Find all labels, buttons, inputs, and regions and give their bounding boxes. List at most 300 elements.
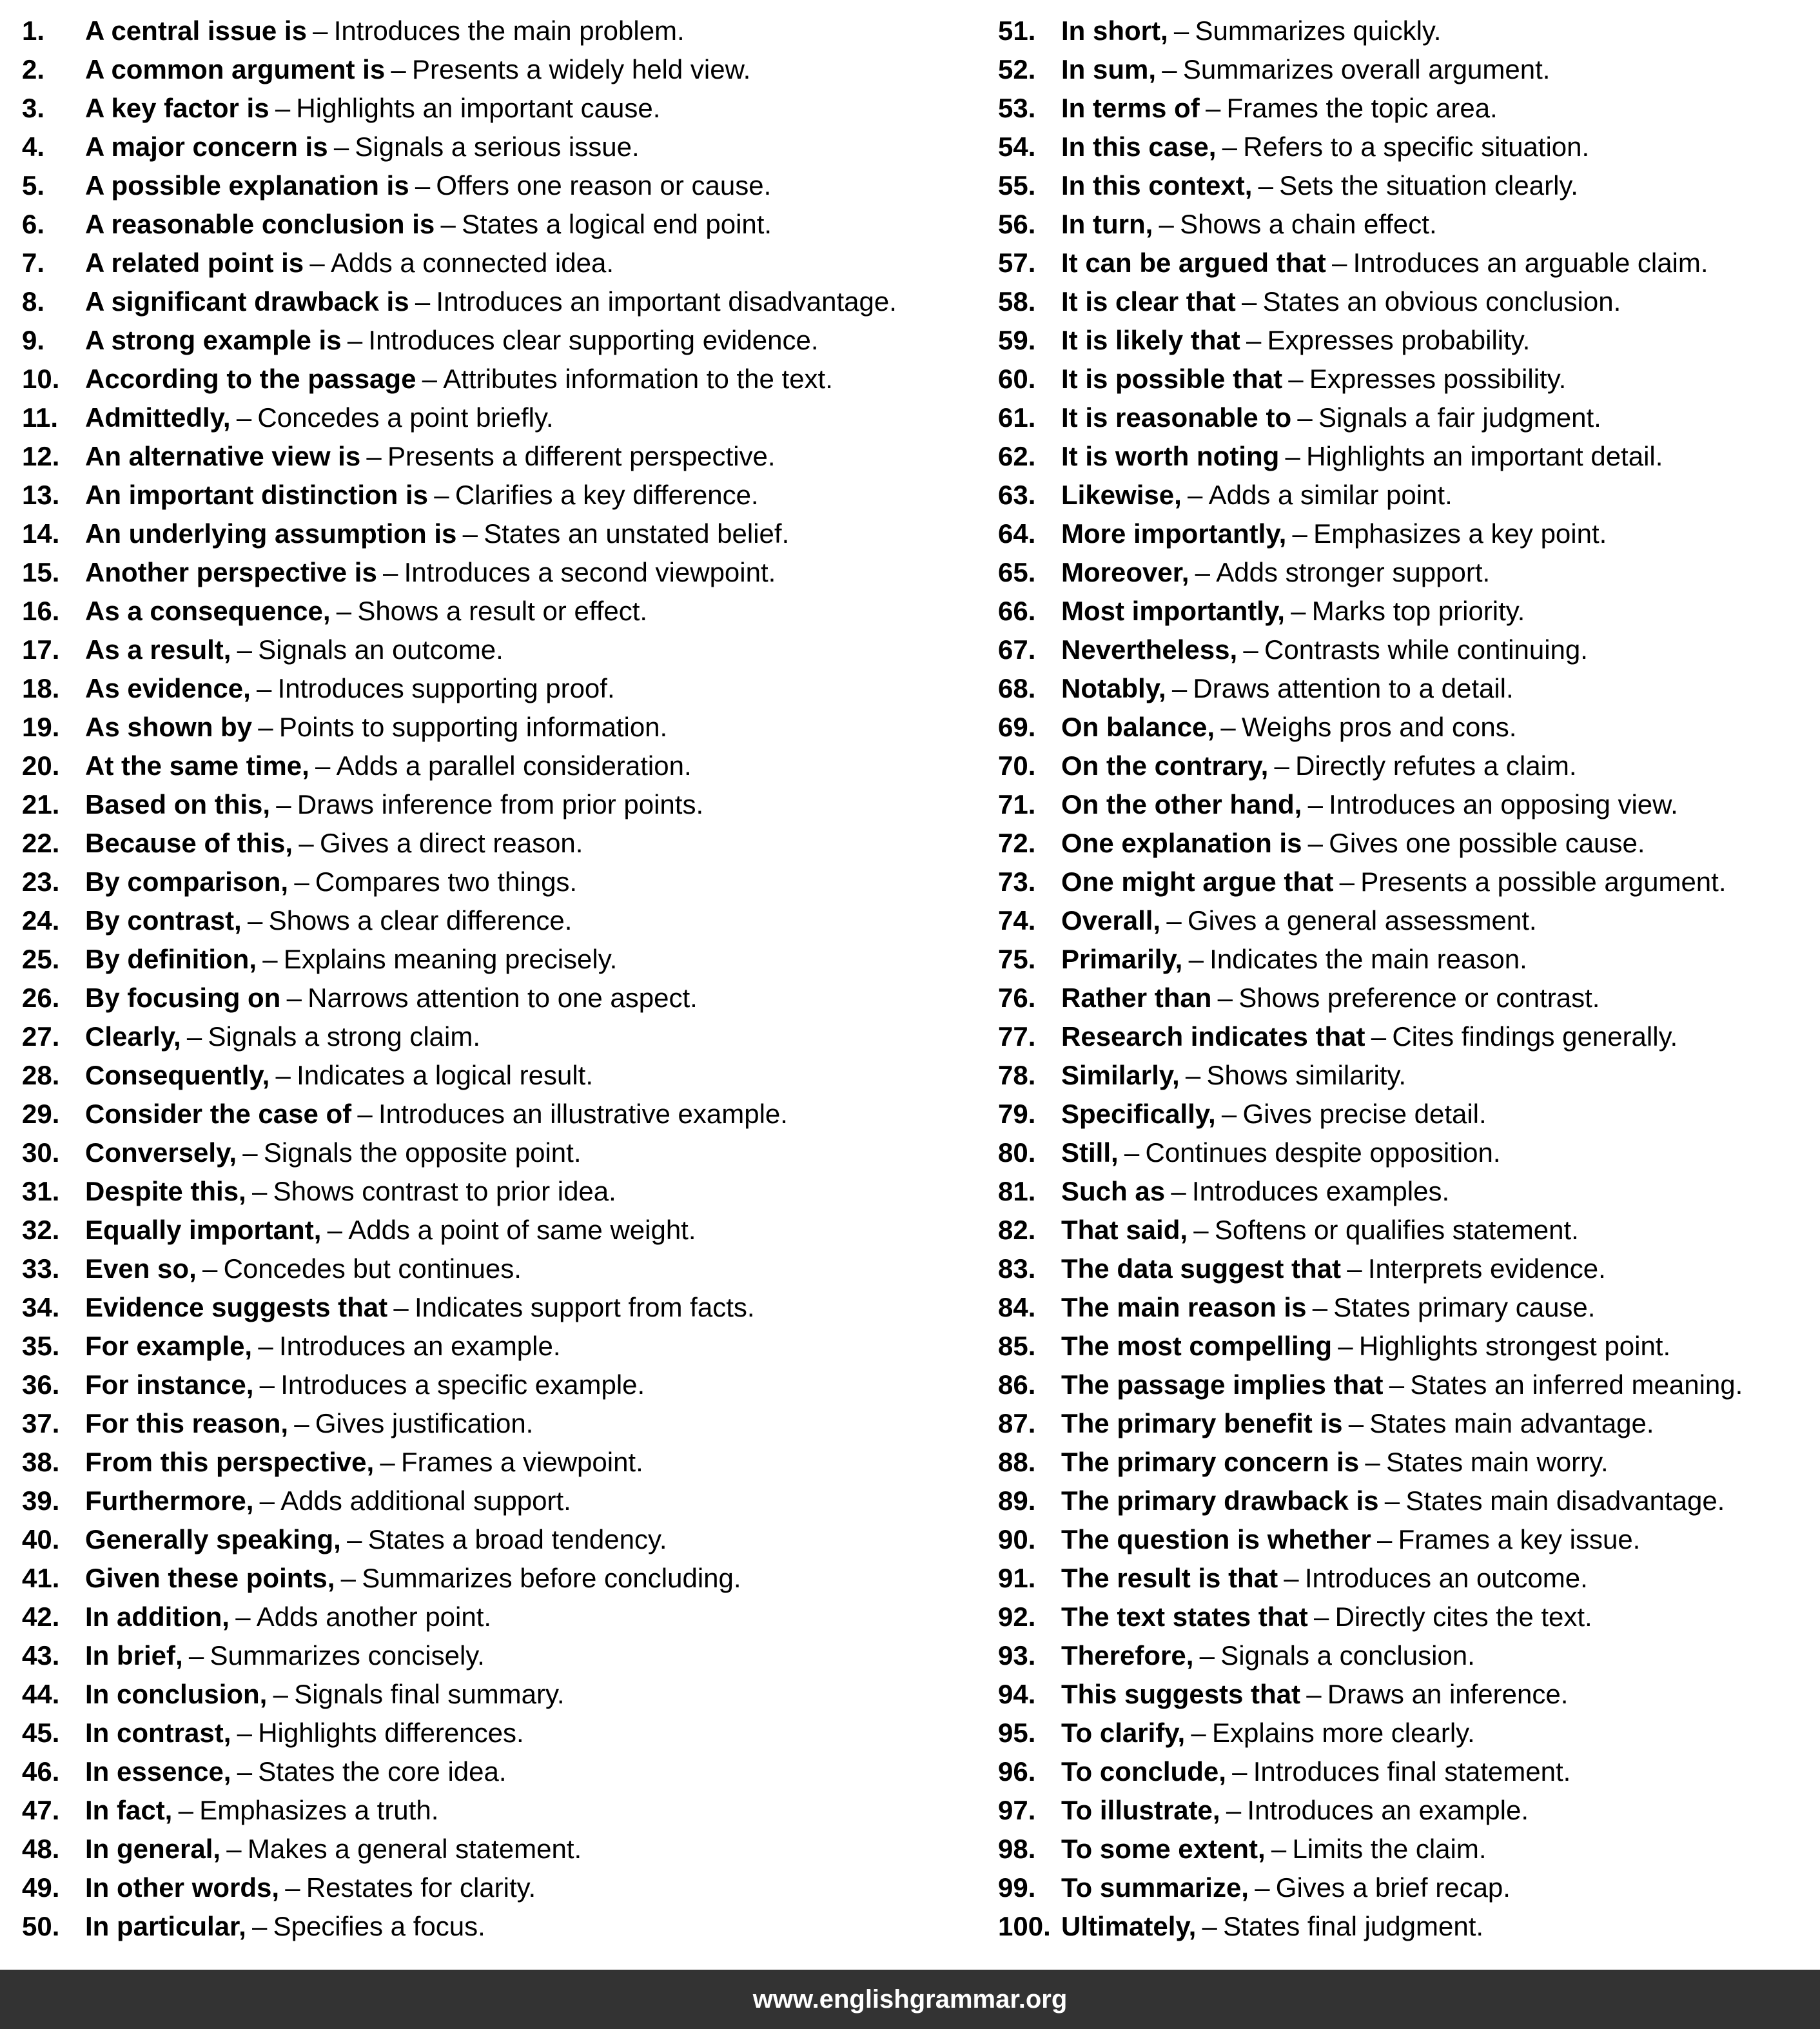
item-separator: – [1171, 1176, 1186, 1206]
item-description: Introduces an example. [1247, 1795, 1529, 1825]
item-description: Draws attention to a detail. [1193, 673, 1514, 703]
list-item [22, 669, 989, 708]
item-description: Weighs pros and cons. [1241, 712, 1517, 742]
item-phrase: Likewise, [1061, 480, 1182, 510]
item-number: 5. [22, 170, 45, 201]
list-item [22, 1907, 989, 1946]
item-phrase: Clearly, [85, 1021, 181, 1052]
right-column [998, 12, 1820, 1946]
item-description: Clarifies a key difference. [455, 480, 759, 510]
item-separator: – [1285, 441, 1300, 471]
item-phrase: For this reason, [85, 1408, 289, 1438]
item-phrase: One explanation is [1061, 828, 1302, 858]
item-description: States final judgment. [1223, 1911, 1484, 1941]
item-number: 63. [998, 480, 1036, 510]
item-number: 93. [998, 1640, 1036, 1671]
list-item [22, 1366, 989, 1404]
item-separator: – [1188, 480, 1203, 510]
item-description: Gives precise detail. [1242, 1099, 1487, 1129]
item-separator: – [178, 1795, 193, 1825]
item-phrase: Despite this, [85, 1176, 246, 1206]
item-number: 42. [22, 1602, 60, 1632]
list-item [22, 360, 989, 398]
item-separator: – [1226, 1795, 1242, 1825]
list-item [22, 1675, 989, 1714]
item-separator: – [1191, 1718, 1206, 1748]
list-item [998, 1520, 1820, 1559]
item-description: Introduces examples. [1191, 1176, 1450, 1206]
item-phrase: The primary concern is [1061, 1447, 1360, 1477]
item-description: Adds another point. [256, 1602, 492, 1632]
list-item [998, 1791, 1820, 1830]
item-description: Continues despite opposition. [1145, 1137, 1501, 1168]
list-item [998, 669, 1820, 708]
item-separator: – [247, 905, 263, 936]
list-item [22, 824, 989, 863]
list-item [22, 205, 989, 244]
list-item [22, 1172, 989, 1211]
item-separator: – [366, 441, 382, 471]
item-phrase: Even so, [85, 1253, 197, 1284]
item-description: Presents a different perspective. [387, 441, 776, 471]
item-phrase: It is possible that [1061, 364, 1283, 394]
item-phrase: The text states that [1061, 1602, 1308, 1632]
item-separator: – [226, 1834, 242, 1864]
list-item [998, 244, 1820, 282]
item-phrase: An underlying assumption is [85, 518, 457, 549]
item-number: 51. [998, 15, 1036, 46]
item-separator: – [294, 1408, 309, 1438]
item-phrase: A common argument is [85, 54, 386, 84]
left-column [22, 12, 989, 1946]
item-number: 28. [22, 1060, 60, 1090]
item-separator: – [275, 1060, 291, 1090]
item-number: 23. [22, 867, 60, 897]
item-number: 95. [998, 1718, 1036, 1748]
phrase-list [0, 12, 1820, 1965]
item-number: 73. [998, 867, 1036, 897]
item-description: Signals a fair judgment. [1318, 402, 1601, 433]
list-item [22, 1868, 989, 1907]
item-number: 26. [22, 983, 60, 1013]
item-description: States main advantage. [1369, 1408, 1654, 1438]
item-phrase: To clarify, [1061, 1718, 1186, 1748]
list-item [998, 476, 1820, 515]
item-number: 79. [998, 1099, 1036, 1129]
list-item [998, 1675, 1820, 1714]
item-phrase: As a result, [85, 634, 231, 665]
item-phrase: This suggests that [1061, 1679, 1301, 1709]
item-phrase: It is reasonable to [1061, 402, 1292, 433]
list-item [22, 50, 989, 89]
list-item [22, 1791, 989, 1830]
item-separator: – [251, 1911, 268, 1941]
item-number: 31. [22, 1176, 60, 1206]
list-item [998, 398, 1820, 437]
item-description: Adds a parallel consideration. [336, 750, 692, 781]
item-separator: – [440, 209, 456, 239]
item-separator: – [1124, 1137, 1140, 1168]
item-phrase: Given these points, [85, 1563, 335, 1593]
item-number: 46. [22, 1756, 60, 1787]
list-item [998, 321, 1820, 360]
item-phrase: A reasonable conclusion is [85, 209, 435, 239]
list-item [998, 1327, 1820, 1366]
item-description: States main worry. [1386, 1447, 1609, 1477]
item-phrase: Rather than [1061, 983, 1212, 1013]
item-phrase: The passage implies that [1061, 1369, 1384, 1400]
item-description: Introduces an illustrative example. [378, 1099, 788, 1129]
item-description: Highlights an important detail. [1306, 441, 1663, 471]
list-item [22, 1598, 989, 1636]
item-phrase: A possible explanation is [85, 170, 409, 201]
item-number: 17. [22, 634, 60, 665]
item-number: 88. [998, 1447, 1036, 1477]
item-phrase: Specifically, [1061, 1099, 1216, 1129]
list-item [998, 360, 1820, 398]
list-item [22, 1095, 989, 1133]
list-item [998, 785, 1820, 824]
item-separator: – [1338, 1331, 1353, 1361]
list-item [998, 1714, 1820, 1752]
item-number: 74. [998, 905, 1036, 936]
item-description: Adds a connected idea. [331, 248, 614, 278]
item-separator: – [258, 712, 273, 742]
item-description: States the core idea. [258, 1756, 507, 1787]
list-item [998, 282, 1820, 321]
item-phrase: Consider the case of [85, 1099, 352, 1129]
list-item [22, 1830, 989, 1868]
footer-url[interactable]: www.englishgrammar.org [752, 1985, 1068, 2014]
item-phrase: In addition, [85, 1602, 230, 1632]
item-number: 66. [998, 596, 1036, 626]
item-phrase: In fact, [85, 1795, 173, 1825]
list-item [998, 128, 1820, 166]
item-separator: – [380, 1447, 395, 1477]
item-description: Marks top priority. [1311, 596, 1525, 626]
list-item [22, 592, 989, 631]
item-number: 12. [22, 441, 60, 471]
item-separator: – [333, 132, 349, 162]
item-separator: – [415, 286, 431, 317]
item-description: Summarizes before concluding. [362, 1563, 741, 1593]
list-item [998, 979, 1820, 1017]
item-phrase: Nevertheless, [1061, 634, 1238, 665]
item-description: Introduces an opposing view. [1329, 789, 1678, 819]
list-item [22, 437, 989, 476]
item-separator: – [285, 1872, 300, 1903]
item-description: Shows similarity. [1206, 1060, 1407, 1090]
item-phrase: In general, [85, 1834, 221, 1864]
item-phrase: On the contrary, [1061, 750, 1269, 781]
item-description: Introduces an example. [279, 1331, 561, 1361]
item-separator: – [202, 1253, 218, 1284]
item-number: 61. [998, 402, 1036, 433]
item-separator: – [286, 983, 302, 1013]
item-separator: – [1389, 1369, 1405, 1400]
item-number: 67. [998, 634, 1036, 665]
list-item [998, 1598, 1820, 1636]
item-phrase: The result is that [1061, 1563, 1278, 1593]
list-item [22, 631, 989, 669]
item-number: 35. [22, 1331, 60, 1361]
item-description: Signals an outcome. [258, 634, 504, 665]
item-description: Indicates support from facts. [414, 1292, 755, 1322]
item-separator: – [1173, 15, 1189, 46]
item-description: Concedes a point briefly. [257, 402, 554, 433]
item-description: Presents a widely held view. [412, 54, 751, 84]
item-number: 50. [22, 1911, 60, 1941]
item-phrase: As shown by [85, 712, 253, 742]
item-description: Adds additional support. [280, 1485, 571, 1516]
list-item [998, 940, 1820, 979]
item-description: States an inferred meaning. [1410, 1369, 1743, 1400]
item-phrase: By contrast, [85, 905, 242, 936]
item-separator: – [236, 402, 252, 433]
list-item [998, 708, 1820, 747]
item-description: States a broad tendency. [367, 1524, 667, 1554]
item-phrase: It is likely that [1061, 325, 1240, 355]
list-item [22, 1520, 989, 1559]
item-separator: – [462, 518, 478, 549]
item-separator: – [1255, 1872, 1270, 1903]
item-separator: – [1365, 1447, 1380, 1477]
list-item [22, 321, 989, 360]
item-description: Signals a conclusion. [1220, 1640, 1475, 1671]
item-number: 27. [22, 1021, 60, 1052]
item-number: 29. [22, 1099, 60, 1129]
item-phrase: Conversely, [85, 1137, 237, 1168]
item-number: 8. [22, 286, 45, 317]
item-separator: – [1306, 1679, 1322, 1709]
list-item [22, 515, 989, 553]
item-number: 87. [998, 1408, 1036, 1438]
item-description: Frames a key issue. [1398, 1524, 1641, 1554]
item-description: Introduces an arguable claim. [1353, 248, 1708, 278]
list-item [22, 282, 989, 321]
item-phrase: Primarily, [1061, 944, 1183, 974]
item-number: 82. [998, 1215, 1036, 1245]
item-description: Makes a general statement. [247, 1834, 582, 1864]
item-number: 15. [22, 557, 60, 587]
item-description: Points to supporting information. [279, 712, 668, 742]
list-item [22, 1636, 989, 1675]
item-number: 91. [998, 1563, 1036, 1593]
item-number: 9. [22, 325, 45, 355]
list-item [22, 1056, 989, 1095]
item-description: Shows preference or contrast. [1238, 983, 1600, 1013]
item-separator: – [1185, 1060, 1201, 1090]
item-description: Introduces an outcome. [1304, 1563, 1588, 1593]
item-number: 58. [998, 286, 1036, 317]
item-phrase: Based on this, [85, 789, 271, 819]
item-separator: – [1221, 1099, 1237, 1129]
item-phrase: Another perspective is [85, 557, 377, 587]
item-number: 11. [22, 402, 59, 433]
item-phrase: Overall, [1061, 905, 1161, 936]
item-number: 44. [22, 1679, 60, 1709]
item-number: 54. [998, 132, 1036, 162]
item-number: 19. [22, 712, 60, 742]
item-separator: – [237, 1718, 252, 1748]
item-phrase: It can be argued that [1061, 248, 1326, 278]
item-phrase: In particular, [85, 1911, 246, 1941]
list-item [22, 128, 989, 166]
item-number: 38. [22, 1447, 60, 1477]
item-description: Introduces clear supporting evidence. [368, 325, 819, 355]
item-separator: – [1202, 1911, 1217, 1941]
list-item [22, 1482, 989, 1520]
item-separator: – [1292, 518, 1307, 549]
item-phrase: In brief, [85, 1640, 183, 1671]
item-phrase: In other words, [85, 1872, 280, 1903]
item-description: Refers to a specific situation. [1243, 132, 1590, 162]
item-separator: – [1384, 1485, 1400, 1516]
item-separator: – [313, 15, 328, 46]
item-description: Gives a brief recap. [1275, 1872, 1511, 1903]
item-number: 25. [22, 944, 60, 974]
item-phrase: Ultimately, [1061, 1911, 1197, 1941]
item-phrase: Furthermore, [85, 1485, 254, 1516]
item-separator: – [1243, 634, 1258, 665]
item-separator: – [383, 557, 398, 587]
item-description: Shows a chain effect. [1180, 209, 1437, 239]
item-phrase: Generally speaking, [85, 1524, 341, 1554]
list-item [22, 398, 989, 437]
item-phrase: On balance, [1061, 712, 1215, 742]
item-separator: – [259, 1369, 275, 1400]
item-number: 41. [22, 1563, 60, 1593]
list-item [998, 1288, 1820, 1327]
list-item [22, 747, 989, 785]
list-item [998, 1366, 1820, 1404]
item-number: 7. [22, 248, 45, 278]
item-separator: – [347, 325, 363, 355]
item-phrase: Most importantly, [1061, 596, 1285, 626]
item-phrase: As evidence, [85, 673, 251, 703]
item-description: Signals a serious issue. [355, 132, 640, 162]
item-description: Signals a strong claim. [208, 1021, 480, 1052]
item-description: Directly refutes a claim. [1295, 750, 1577, 781]
list-item [22, 863, 989, 901]
item-description: Introduces the main problem. [333, 15, 685, 46]
item-number: 85. [998, 1331, 1036, 1361]
item-description: Specifies a focus. [273, 1911, 485, 1941]
item-phrase: Moreover, [1061, 557, 1189, 587]
item-phrase: Therefore, [1061, 1640, 1194, 1671]
item-description: Restates for clarity. [306, 1872, 536, 1903]
item-number: 36. [22, 1369, 60, 1400]
item-description: Concedes but continues. [223, 1253, 522, 1284]
item-number: 64. [998, 518, 1036, 549]
item-description: Expresses probability. [1267, 325, 1531, 355]
list-item [998, 747, 1820, 785]
item-number: 68. [998, 673, 1036, 703]
item-phrase: In essence, [85, 1756, 231, 1787]
list-item [22, 553, 989, 592]
item-phrase: By focusing on [85, 983, 281, 1013]
item-description: Introduces a second viewpoint. [404, 557, 776, 587]
item-description: Summarizes quickly. [1195, 15, 1442, 46]
item-phrase: The data suggest that [1061, 1253, 1342, 1284]
item-phrase: A related point is [85, 248, 304, 278]
list-item [998, 1907, 1820, 1946]
item-number: 14. [22, 518, 60, 549]
list-item [998, 12, 1820, 50]
item-number: 96. [998, 1756, 1036, 1787]
item-phrase: On the other hand, [1061, 789, 1302, 819]
item-separator: – [294, 867, 309, 897]
item-number: 100. [998, 1911, 1051, 1941]
item-phrase: One might argue that [1061, 867, 1334, 897]
list-item [998, 1404, 1820, 1443]
item-description: Signals final summary. [294, 1679, 565, 1709]
item-description: Presents a possible argument. [1360, 867, 1727, 897]
item-description: Summarizes overall argument. [1182, 54, 1551, 84]
item-number: 55. [998, 170, 1036, 201]
item-description: Limits the claim. [1292, 1834, 1487, 1864]
item-number: 97. [998, 1795, 1036, 1825]
list-item [22, 1714, 989, 1752]
item-description: Adds stronger support. [1216, 557, 1491, 587]
item-number: 53. [998, 93, 1036, 123]
list-item [22, 708, 989, 747]
item-description: Attributes information to the text. [443, 364, 833, 394]
item-phrase: The primary benefit is [1061, 1408, 1343, 1438]
item-phrase: In turn, [1061, 209, 1153, 239]
item-description: Draws inference from prior points. [297, 789, 704, 819]
list-item [22, 979, 989, 1017]
item-separator: – [1242, 286, 1257, 317]
item-description: Draws an inference. [1327, 1679, 1569, 1709]
item-number: 43. [22, 1640, 60, 1671]
item-phrase: As a consequence, [85, 596, 331, 626]
item-description: Adds a point of same weight. [348, 1215, 696, 1245]
item-separator: – [1246, 325, 1262, 355]
item-number: 39. [22, 1485, 60, 1516]
item-phrase: To conclude, [1061, 1756, 1226, 1787]
item-number: 22. [22, 828, 60, 858]
item-phrase: In this case, [1061, 132, 1217, 162]
item-phrase: In contrast, [85, 1718, 231, 1748]
item-phrase: By comparison, [85, 867, 289, 897]
list-item [998, 1250, 1820, 1288]
item-separator: – [1171, 673, 1188, 703]
item-separator: – [393, 1292, 409, 1322]
item-separator: – [1347, 1253, 1362, 1284]
item-description: Frames a viewpoint. [400, 1447, 643, 1477]
item-description: States a logical end point. [462, 209, 772, 239]
item-phrase: The question is whether [1061, 1524, 1371, 1554]
item-description: Gives justification. [315, 1408, 534, 1438]
item-phrase: Admittedly, [85, 402, 231, 433]
item-description: Frames the topic area. [1226, 93, 1498, 123]
item-number: 6. [22, 209, 45, 239]
item-number: 86. [998, 1369, 1036, 1400]
item-description: Interprets evidence. [1367, 1253, 1606, 1284]
item-number: 89. [998, 1485, 1036, 1516]
item-description: Highlights an important cause. [296, 93, 661, 123]
item-separator: – [1314, 1602, 1329, 1632]
item-phrase: In this context, [1061, 170, 1253, 201]
item-separator: – [347, 1524, 362, 1554]
item-separator: – [1307, 828, 1324, 858]
list-item [998, 166, 1820, 205]
item-phrase: The primary drawback is [1061, 1485, 1379, 1516]
item-description: Expresses possibility. [1309, 364, 1567, 394]
list-item [998, 1752, 1820, 1791]
item-number: 37. [22, 1408, 60, 1438]
